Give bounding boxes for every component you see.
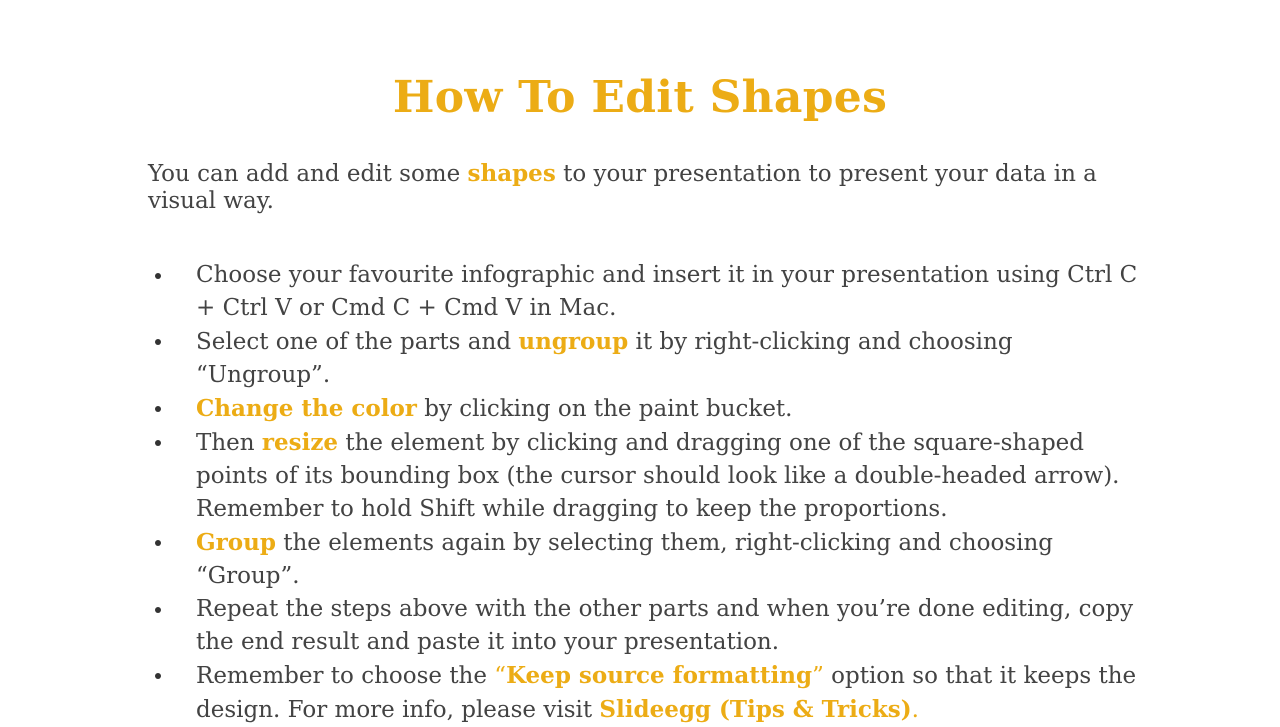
bullet-text: the element by clicking and dragging one of the square-shaped points of its bounding box (the cursor should look like a double-headed arrow). Remember to hold Shift while dragging to keep the proportions. [196, 430, 1120, 522]
bullet-highlight: Group [196, 529, 276, 556]
bullet-dot-icon [155, 339, 161, 345]
bullet-lead: Then [196, 430, 262, 456]
bullet-dot-icon [155, 540, 161, 546]
bullet-text: by clicking on the paint bucket. [416, 396, 793, 422]
bullet-text: the elements again by selecting them, right-clicking and choosing “Group”. [196, 530, 1053, 589]
intro-highlight: shapes [467, 160, 556, 187]
quote-close: ” [812, 663, 824, 689]
slide-title: How To Edit Shapes [392, 72, 888, 123]
bullet-end: . [911, 697, 919, 723]
bullet-lead: Select one of the parts and [196, 329, 519, 355]
bullet-highlight: Change the color [196, 395, 417, 422]
bullet-text: it by right-clicking and choosing “Ungroup”. [196, 329, 1013, 388]
tips-link[interactable]: Slideegg (Tips & Tricks) [599, 696, 912, 723]
bullet-dot-icon [155, 440, 161, 446]
bullet-lead: Remember to choose the [196, 663, 495, 689]
bullet-dot-icon [155, 273, 161, 279]
bullet-item [148, 325, 1148, 392]
bullet-dot-icon [155, 406, 161, 412]
bullet-item [148, 426, 1148, 526]
bullet-dot-icon [155, 673, 161, 679]
bullet-item [148, 392, 1148, 426]
bullet-highlight: resize [261, 429, 339, 456]
bullet-item [148, 259, 1148, 325]
bullet-item [148, 593, 1148, 659]
intro-paragraph [148, 160, 1138, 215]
bullet-highlight: Keep source formatting [506, 662, 813, 689]
bullet-item [148, 659, 1148, 727]
bullet-dot-icon [155, 607, 161, 613]
bullet-text: Repeat the steps above with the other parts and when you’re done editing, copy the end result and paste it into your presentation. [196, 596, 1134, 655]
intro-text-before: You can add and edit some [148, 161, 468, 187]
bullet-text: Choose your favourite infographic and insert it in your presentation using Ctrl C + Ctrl V or Cmd C + Cmd V in Mac. [196, 262, 1138, 321]
bullet-list [148, 259, 1148, 727]
quote-open: “ [494, 663, 507, 689]
intro-text-after: to your presentation to present your data in a visual way. [148, 161, 1097, 214]
bullet-item [148, 526, 1148, 593]
bullet-highlight: ungroup [518, 328, 629, 355]
bullet-text: option so that it keeps the design. For more info, please visit [196, 663, 1137, 723]
